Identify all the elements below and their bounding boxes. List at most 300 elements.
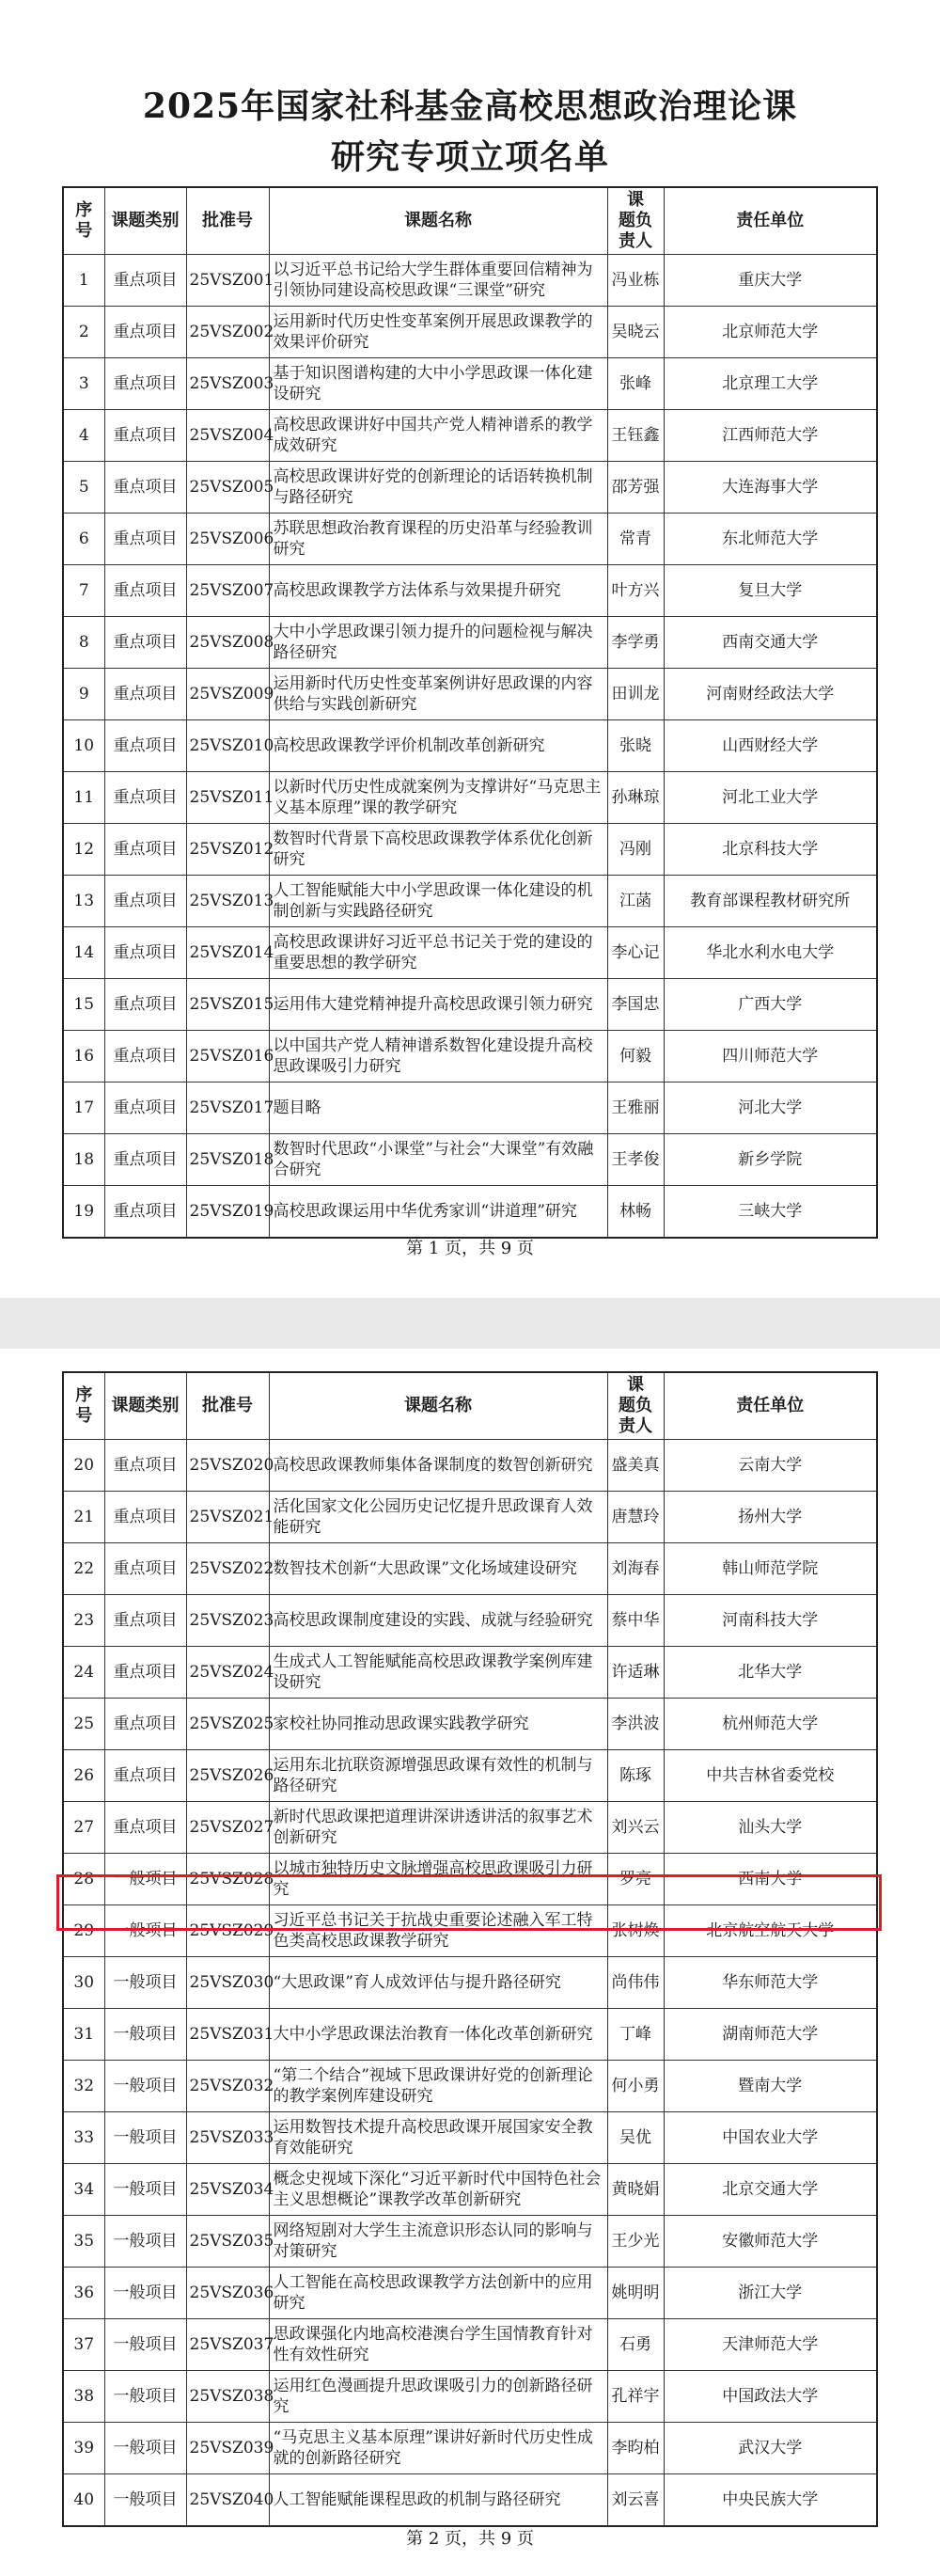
cell-unit: 北京师范大学	[664, 307, 877, 358]
cell-no: 34	[63, 2164, 104, 2216]
cell-person: 吴优	[607, 2112, 664, 2164]
cell-project-name: 高校思政课教学方法体系与效果提升研究	[269, 565, 607, 617]
cell-code: 25VSZ020	[186, 1440, 269, 1492]
table-row	[63, 1543, 877, 1595]
cell-no: 15	[63, 979, 104, 1031]
cell-no: 28	[63, 1854, 104, 1905]
cell-no: 35	[63, 2216, 104, 2268]
cell-person: 盛美真	[607, 1440, 664, 1492]
cell-category: 重点项目	[104, 1031, 186, 1083]
cell-project-name: “大思政课”育人成效评估与提升路径研究	[269, 1957, 607, 2009]
cell-no: 17	[63, 1083, 104, 1134]
cell-category: 重点项目	[104, 1699, 186, 1750]
cell-project-name: 运用伟大建党精神提升高校思政课引领力研究	[269, 979, 607, 1031]
cell-no: 9	[63, 669, 104, 720]
cell-no: 29	[63, 1905, 104, 1957]
document-title-line-1: 2025年国家社科基金高校思想政治理论课	[142, 87, 798, 126]
cell-unit: 北京交通大学	[664, 2164, 877, 2216]
cell-project-name: 高校思政课教学评价机制改革创新研究	[269, 720, 607, 772]
cell-category: 重点项目	[104, 772, 186, 824]
cell-no: 40	[63, 2474, 104, 2526]
header-person: 课 题负责人	[607, 187, 664, 255]
cell-no: 6	[63, 514, 104, 565]
cell-unit: 北华大学	[664, 1647, 877, 1699]
cell-category: 重点项目	[104, 824, 186, 876]
table-row	[63, 1031, 877, 1083]
cell-category: 重点项目	[104, 617, 186, 669]
header-code: 批准号	[186, 187, 269, 255]
table-row	[63, 2009, 877, 2061]
cell-code: 25VSZ029	[186, 1905, 269, 1957]
cell-person: 叶方兴	[607, 565, 664, 617]
header-code: 批准号	[186, 1372, 269, 1440]
cell-code: 25VSZ011	[186, 772, 269, 824]
cell-person: 陈琢	[607, 1750, 664, 1802]
cell-category: 重点项目	[104, 669, 186, 720]
cell-unit: 杭州师范大学	[664, 1699, 877, 1750]
cell-person: 李学勇	[607, 617, 664, 669]
table-body-page-1	[63, 255, 877, 1238]
cell-no: 11	[63, 772, 104, 824]
cell-person: 李洪波	[607, 1699, 664, 1750]
cell-project-name: 网络短剧对大学生主流意识形态认同的影响与对策研究	[269, 2216, 607, 2268]
table-row	[63, 927, 877, 979]
cell-project-name: 以中国共产党人精神谱系数智化建设提升高校思政课吸引力研究	[269, 1031, 607, 1083]
cell-category: 重点项目	[104, 307, 186, 358]
cell-no: 25	[63, 1699, 104, 1750]
table-row	[63, 2423, 877, 2474]
cell-unit: 华东师范大学	[664, 1957, 877, 2009]
cell-person: 吴晓云	[607, 307, 664, 358]
cell-person: 何小勇	[607, 2061, 664, 2112]
table-row	[63, 2371, 877, 2423]
cell-no: 39	[63, 2423, 104, 2474]
cell-person: 尚伟伟	[607, 1957, 664, 2009]
cell-no: 2	[63, 307, 104, 358]
cell-category: 重点项目	[104, 1802, 186, 1854]
cell-project-name: 运用红色漫画提升思政课吸引力的创新路径研究	[269, 2371, 607, 2423]
cell-person: 李心记	[607, 927, 664, 979]
cell-category: 一般项目	[104, 2061, 186, 2112]
cell-code: 25VSZ002	[186, 307, 269, 358]
table-row	[63, 1595, 877, 1647]
table-row	[63, 1647, 877, 1699]
cell-project-name: 家校社协同推动思政课实践教学研究	[269, 1699, 607, 1750]
cell-unit: 东北师范大学	[664, 514, 877, 565]
cell-person: 刘海春	[607, 1543, 664, 1595]
table-row	[63, 1186, 877, 1238]
header-category: 课题类别	[104, 1372, 186, 1440]
cell-project-name: 概念史视域下深化“习近平新时代中国特色社会主义思想概论”课教学改革创新研究	[269, 2164, 607, 2216]
cell-category: 一般项目	[104, 2164, 186, 2216]
cell-code: 25VSZ036	[186, 2268, 269, 2319]
cell-person: 罗亮	[607, 1854, 664, 1905]
cell-category: 重点项目	[104, 927, 186, 979]
cell-project-name: 运用新时代历史性变革案例开展思政课教学的效果评价研究	[269, 307, 607, 358]
cell-person: 张峰	[607, 358, 664, 410]
cell-project-name: 生成式人工智能赋能高校思政课教学案例库建设研究	[269, 1647, 607, 1699]
cell-unit: 北京航空航天大学	[664, 1905, 877, 1957]
cell-code: 25VSZ004	[186, 410, 269, 462]
cell-unit: 中国农业大学	[664, 2112, 877, 2164]
cell-project-name: 以新时代历史性成就案例为支撑讲好“马克思主义基本原理”课的教学研究	[269, 772, 607, 824]
cell-unit: 浙江大学	[664, 2268, 877, 2319]
cell-code: 25VSZ010	[186, 720, 269, 772]
cell-unit: 复旦大学	[664, 565, 877, 617]
table-row	[63, 2216, 877, 2268]
cell-person: 常青	[607, 514, 664, 565]
cell-person: 孙琳琼	[607, 772, 664, 824]
cell-project-name: 高校思政课讲好中国共产党人精神谱系的教学成效研究	[269, 410, 607, 462]
cell-unit: 四川师范大学	[664, 1031, 877, 1083]
cell-category: 一般项目	[104, 2423, 186, 2474]
cell-person: 石勇	[607, 2319, 664, 2371]
cell-project-name: 数智时代思政“小课堂”与社会“大课堂”有效融合研究	[269, 1134, 607, 1186]
table-row	[63, 1492, 877, 1543]
cell-code: 25VSZ005	[186, 462, 269, 514]
cell-code: 25VSZ008	[186, 617, 269, 669]
cell-category: 一般项目	[104, 1957, 186, 2009]
table-row	[63, 2164, 877, 2216]
cell-category: 一般项目	[104, 1905, 186, 1957]
cell-code: 25VSZ014	[186, 927, 269, 979]
cell-category: 重点项目	[104, 1134, 186, 1186]
cell-unit: 北京科技大学	[664, 824, 877, 876]
cell-no: 13	[63, 876, 104, 927]
cell-project-name: 题目略	[269, 1083, 607, 1134]
cell-no: 32	[63, 2061, 104, 2112]
cell-unit: 三峡大学	[664, 1186, 877, 1238]
table-row	[63, 617, 877, 669]
cell-project-name: 人工智能赋能大中小学思政课一体化建设的机制创新与实践路径研究	[269, 876, 607, 927]
cell-unit: 扬州大学	[664, 1492, 877, 1543]
cell-code: 25VSZ037	[186, 2319, 269, 2371]
cell-no: 23	[63, 1595, 104, 1647]
cell-category: 一般项目	[104, 2268, 186, 2319]
cell-category: 重点项目	[104, 565, 186, 617]
cell-unit: 河南科技大学	[664, 1595, 877, 1647]
cell-no: 37	[63, 2319, 104, 2371]
cell-unit: 天津师范大学	[664, 2319, 877, 2371]
cell-person: 何毅	[607, 1031, 664, 1083]
cell-code: 25VSZ027	[186, 1802, 269, 1854]
cell-category: 重点项目	[104, 1186, 186, 1238]
cell-person: 邵芳强	[607, 462, 664, 514]
cell-no: 33	[63, 2112, 104, 2164]
table-row	[63, 1699, 877, 1750]
cell-code: 25VSZ019	[186, 1186, 269, 1238]
cell-no: 1	[63, 255, 104, 307]
cell-unit: 广西大学	[664, 979, 877, 1031]
page-footer-1: 第 1 页，共 9 页	[406, 1239, 534, 1258]
table-row	[63, 876, 877, 927]
table-row	[63, 1905, 877, 1957]
cell-category: 重点项目	[104, 720, 186, 772]
cell-unit: 山西财经大学	[664, 720, 877, 772]
cell-person: 许适琳	[607, 1647, 664, 1699]
cell-category: 一般项目	[104, 1854, 186, 1905]
cell-code: 25VSZ007	[186, 565, 269, 617]
cell-code: 25VSZ012	[186, 824, 269, 876]
cell-unit: 韩山师范学院	[664, 1543, 877, 1595]
cell-code: 25VSZ003	[186, 358, 269, 410]
cell-person: 田训龙	[607, 669, 664, 720]
cell-project-name: “第二个结合”视域下思政课讲好党的创新理论的教学案例库建设研究	[269, 2061, 607, 2112]
table-row	[63, 2319, 877, 2371]
cell-code: 25VSZ028	[186, 1854, 269, 1905]
table-row	[63, 307, 877, 358]
cell-no: 10	[63, 720, 104, 772]
cell-person: 王少光	[607, 2216, 664, 2268]
project-table-page-1	[62, 186, 878, 1239]
cell-code: 25VSZ024	[186, 1647, 269, 1699]
cell-category: 重点项目	[104, 1492, 186, 1543]
cell-unit: 河南财经政法大学	[664, 669, 877, 720]
cell-unit: 重庆大学	[664, 255, 877, 307]
cell-unit: 安徽师范大学	[664, 2216, 877, 2268]
cell-project-name: 苏联思想政治教育课程的历史沿革与经验教训研究	[269, 514, 607, 565]
cell-project-name: 运用东北抗联资源增强思政课有效性的机制与路径研究	[269, 1750, 607, 1802]
cell-project-name: 运用新时代历史性变革案例讲好思政课的内容供给与实践创新研究	[269, 669, 607, 720]
cell-project-name: 新时代思政课把道理讲深讲透讲活的叙事艺术创新研究	[269, 1802, 607, 1854]
cell-person: 王孝俊	[607, 1134, 664, 1186]
header-name: 课题名称	[269, 187, 607, 255]
cell-code: 25VSZ017	[186, 1083, 269, 1134]
cell-code: 25VSZ034	[186, 2164, 269, 2216]
cell-code: 25VSZ038	[186, 2371, 269, 2423]
cell-project-name: 数智时代背景下高校思政课教学体系优化创新研究	[269, 824, 607, 876]
cell-code: 25VSZ009	[186, 669, 269, 720]
cell-category: 重点项目	[104, 1440, 186, 1492]
cell-project-name: 基于知识图谱构建的大中小学思政课一体化建设研究	[269, 358, 607, 410]
cell-unit: 湖南师范大学	[664, 2009, 877, 2061]
cell-unit: 大连海事大学	[664, 462, 877, 514]
cell-code: 25VSZ030	[186, 1957, 269, 2009]
table-body-page-2	[63, 1440, 877, 2526]
table-row	[63, 669, 877, 720]
cell-code: 25VSZ025	[186, 1699, 269, 1750]
cell-code: 25VSZ040	[186, 2474, 269, 2526]
cell-project-name: 活化国家文化公园历史记忆提升思政课育人效能研究	[269, 1492, 607, 1543]
cell-person: 姚明明	[607, 2268, 664, 2319]
table-row	[63, 979, 877, 1031]
cell-unit: 教育部课程教材研究所	[664, 876, 877, 927]
table-row	[63, 358, 877, 410]
cell-no: 27	[63, 1802, 104, 1854]
cell-project-name: 高校思政课讲好党的创新理论的话语转换机制与路径研究	[269, 462, 607, 514]
cell-category: 一般项目	[104, 2474, 186, 2526]
header-unit: 责任单位	[664, 187, 877, 255]
page-gap	[0, 1298, 940, 1349]
cell-no: 12	[63, 824, 104, 876]
document-title-line-2: 研究专项立项名单	[330, 137, 609, 177]
cell-person: 刘云喜	[607, 2474, 664, 2526]
cell-project-name: 以习近平总书记给大学生群体重要回信精神为引领协同建设高校思政课“三课堂”研究	[269, 255, 607, 307]
cell-project-name: 以城市独特历史文脉增强高校思政课吸引力研究	[269, 1854, 607, 1905]
cell-unit: 中国政法大学	[664, 2371, 877, 2423]
cell-code: 25VSZ023	[186, 1595, 269, 1647]
table-row	[63, 2268, 877, 2319]
table-row	[63, 462, 877, 514]
table-row	[63, 1802, 877, 1854]
cell-person: 李国忠	[607, 979, 664, 1031]
cell-code: 25VSZ001	[186, 255, 269, 307]
cell-person: 蔡中华	[607, 1595, 664, 1647]
table-row	[63, 410, 877, 462]
cell-no: 36	[63, 2268, 104, 2319]
cell-category: 一般项目	[104, 2112, 186, 2164]
cell-no: 38	[63, 2371, 104, 2423]
cell-category: 一般项目	[104, 2371, 186, 2423]
cell-person: 冯业栋	[607, 255, 664, 307]
cell-person: 冯刚	[607, 824, 664, 876]
table-row	[63, 514, 877, 565]
cell-category: 一般项目	[104, 2009, 186, 2061]
table-row	[63, 2061, 877, 2112]
table-header-row	[63, 187, 877, 255]
cell-code: 25VSZ033	[186, 2112, 269, 2164]
cell-code: 25VSZ016	[186, 1031, 269, 1083]
cell-no: 16	[63, 1031, 104, 1083]
cell-unit: 汕头大学	[664, 1802, 877, 1854]
cell-category: 重点项目	[104, 255, 186, 307]
cell-category: 重点项目	[104, 1647, 186, 1699]
cell-category: 重点项目	[104, 979, 186, 1031]
cell-no: 8	[63, 617, 104, 669]
cell-project-name: 高校思政课运用中华优秀家训“讲道理”研究	[269, 1186, 607, 1238]
header-no: 序号	[63, 187, 104, 255]
cell-code: 25VSZ035	[186, 2216, 269, 2268]
cell-project-name: 高校思政课制度建设的实践、成就与经验研究	[269, 1595, 607, 1647]
cell-no: 21	[63, 1492, 104, 1543]
table-row	[63, 255, 877, 307]
cell-code: 25VSZ018	[186, 1134, 269, 1186]
cell-project-name: 大中小学思政课法治教育一体化改革创新研究	[269, 2009, 607, 2061]
table-row	[63, 772, 877, 824]
cell-project-name: 人工智能在高校思政课教学方法创新中的应用研究	[269, 2268, 607, 2319]
cell-project-name: 高校思政课教师集体备课制度的数智创新研究	[269, 1440, 607, 1492]
header-no: 序号	[63, 1372, 104, 1440]
cell-unit: 云南大学	[664, 1440, 877, 1492]
table-row	[63, 720, 877, 772]
cell-person: 张树焕	[607, 1905, 664, 1957]
cell-person: 林畅	[607, 1186, 664, 1238]
table-row	[63, 2474, 877, 2526]
table-header-row	[63, 1372, 877, 1440]
table-row	[63, 1134, 877, 1186]
cell-person: 黄晓娟	[607, 2164, 664, 2216]
cell-person: 江菡	[607, 876, 664, 927]
cell-person: 王雅丽	[607, 1083, 664, 1134]
cell-person: 唐慧玲	[607, 1492, 664, 1543]
cell-project-name: 习近平总书记关于抗战史重要论述融入军工特色类高校思政课教学研究	[269, 1905, 607, 1957]
cell-unit: 江西师范大学	[664, 410, 877, 462]
cell-unit: 新乡学院	[664, 1134, 877, 1186]
cell-category: 重点项目	[104, 1595, 186, 1647]
cell-code: 25VSZ013	[186, 876, 269, 927]
cell-category: 重点项目	[104, 1750, 186, 1802]
cell-unit: 西南大学	[664, 1854, 877, 1905]
cell-unit: 河北工业大学	[664, 772, 877, 824]
cell-project-name: 大中小学思政课引领力提升的问题检视与解决路径研究	[269, 617, 607, 669]
cell-no: 22	[63, 1543, 104, 1595]
cell-no: 7	[63, 565, 104, 617]
cell-project-name: 人工智能赋能课程思政的机制与路径研究	[269, 2474, 607, 2526]
table-row	[63, 824, 877, 876]
cell-category: 重点项目	[104, 514, 186, 565]
cell-no: 3	[63, 358, 104, 410]
cell-no: 14	[63, 927, 104, 979]
cell-unit: 华北水利水电大学	[664, 927, 877, 979]
cell-person: 孔祥宇	[607, 2371, 664, 2423]
cell-code: 25VSZ022	[186, 1543, 269, 1595]
cell-project-name: 思政课强化内地高校港澳台学生国情教育针对性有效性研究	[269, 2319, 607, 2371]
cell-unit: 暨南大学	[664, 2061, 877, 2112]
cell-person: 王钰鑫	[607, 410, 664, 462]
cell-category: 重点项目	[104, 876, 186, 927]
cell-category: 重点项目	[104, 462, 186, 514]
cell-code: 25VSZ006	[186, 514, 269, 565]
table-row	[63, 565, 877, 617]
table-row	[63, 1854, 877, 1905]
cell-unit: 武汉大学	[664, 2423, 877, 2474]
cell-no: 24	[63, 1647, 104, 1699]
cell-unit: 中央民族大学	[664, 2474, 877, 2526]
cell-unit: 西南交通大学	[664, 617, 877, 669]
cell-category: 重点项目	[104, 410, 186, 462]
cell-category: 重点项目	[104, 1543, 186, 1595]
cell-code: 25VSZ021	[186, 1492, 269, 1543]
cell-project-name: 运用数智技术提升高校思政课开展国家安全教育效能研究	[269, 2112, 607, 2164]
cell-no: 20	[63, 1440, 104, 1492]
cell-code: 25VSZ031	[186, 2009, 269, 2061]
cell-person: 丁峰	[607, 2009, 664, 2061]
cell-code: 25VSZ026	[186, 1750, 269, 1802]
cell-person: 张晓	[607, 720, 664, 772]
cell-code: 25VSZ039	[186, 2423, 269, 2474]
cell-code: 25VSZ032	[186, 2061, 269, 2112]
header-category: 课题类别	[104, 187, 186, 255]
cell-category: 重点项目	[104, 358, 186, 410]
page-footer-2: 第 2 页，共 9 页	[406, 2529, 534, 2549]
cell-project-name: “马克思主义基本原理”课讲好新时代历史性成就的创新路径研究	[269, 2423, 607, 2474]
header-person: 课 题负责人	[607, 1372, 664, 1440]
table-row	[63, 1750, 877, 1802]
cell-category: 一般项目	[104, 2216, 186, 2268]
cell-no: 30	[63, 1957, 104, 2009]
header-name: 课题名称	[269, 1372, 607, 1440]
cell-unit: 中共吉林省委党校	[664, 1750, 877, 1802]
table-row	[63, 1083, 877, 1134]
table-row	[63, 2112, 877, 2164]
cell-no: 4	[63, 410, 104, 462]
cell-code: 25VSZ015	[186, 979, 269, 1031]
cell-category: 一般项目	[104, 2319, 186, 2371]
cell-project-name: 数智技术创新“大思政课”文化场域建设研究	[269, 1543, 607, 1595]
header-unit: 责任单位	[664, 1372, 877, 1440]
cell-person: 刘兴云	[607, 1802, 664, 1854]
cell-no: 26	[63, 1750, 104, 1802]
cell-category: 重点项目	[104, 1083, 186, 1134]
project-table-page-2	[62, 1371, 878, 2527]
cell-no: 19	[63, 1186, 104, 1238]
cell-project-name: 高校思政课讲好习近平总书记关于党的建设的重要思想的教学研究	[269, 927, 607, 979]
cell-unit: 北京理工大学	[664, 358, 877, 410]
cell-no: 18	[63, 1134, 104, 1186]
cell-no: 5	[63, 462, 104, 514]
table-row	[63, 1957, 877, 2009]
cell-no: 31	[63, 2009, 104, 2061]
